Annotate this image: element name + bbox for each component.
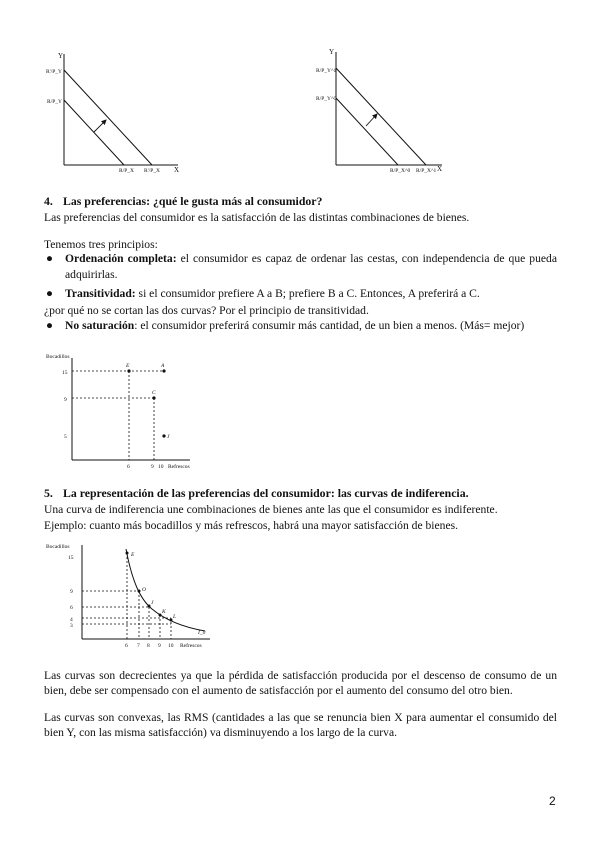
x-axis-label: Refrescos — [168, 464, 190, 470]
y-axis-label: Bocadillos — [46, 544, 70, 550]
x-tick-10: 10 — [158, 464, 164, 470]
figure-budget-income-shift — [40, 44, 200, 180]
x-axis-label: X — [174, 166, 180, 174]
label-o: O — [142, 587, 146, 593]
budget-line-outer — [336, 68, 426, 165]
figure-indifference-curve — [40, 537, 220, 653]
principle-1-title: Ordenación completa: — [65, 252, 177, 265]
y-tick-9: 9 — [70, 589, 73, 595]
label-k: K — [162, 609, 166, 615]
x-tick-9: 9 — [158, 643, 161, 649]
point-c — [152, 396, 155, 399]
label-e: E — [126, 363, 130, 369]
section-4-number: 4. — [44, 194, 53, 208]
y-tick-6: 6 — [70, 605, 73, 611]
bullet-transitividad — [44, 286, 557, 302]
principle-2-title: Transitividad: — [65, 287, 136, 300]
y-tick-4: 4 — [70, 617, 73, 623]
bullet-dot: ● — [46, 319, 54, 332]
y-axis-label: Y — [58, 52, 64, 60]
x-tick-8: 8 — [147, 643, 150, 649]
budget-line-inner — [336, 98, 398, 165]
indifference-curve — [126, 549, 205, 631]
intercept-y-inner: R/P_Y^0 — [316, 96, 337, 102]
section-4-heading — [44, 194, 322, 209]
principle-2-text: si el consumidor prefiere A a B; prefiere B a C. Entonces, A preferirá a C. — [135, 287, 480, 300]
y-tick-15: 15 — [68, 555, 74, 561]
section-5-number: 5. — [44, 486, 53, 500]
label-e: E — [131, 552, 135, 558]
principle-3-text: : el consumidor preferirá consumir más cantidad, de un bien a menos. (Más= mejor) — [134, 319, 525, 332]
label-j: J — [167, 434, 170, 440]
bullet-dot: ● — [46, 252, 54, 265]
figure-baskets — [40, 348, 210, 474]
section-5-line-2: Ejemplo: cuanto más bocadillos y más refrescos, habrá una mayor satisfacción de bienes. — [44, 519, 459, 532]
x-axis-label: Refrescos — [180, 643, 202, 649]
paragraph-decreasing: Las curvas son decrecientes ya que la pérdida de satisfacción producida por el descenso de consumo de un bien, debe ser compensado con el aumento de satisfacción por el aumento del consumo del otro bien. — [44, 669, 557, 697]
intercept-x-inner: R/P_X — [119, 168, 134, 174]
point-e — [127, 369, 130, 372]
bullet-no-saturacion — [44, 318, 557, 334]
bullet-ordenacion — [44, 251, 557, 283]
section-4-title: Las preferencias: ¿qué le gusta más al consumidor? — [63, 194, 323, 208]
section-5-heading — [44, 486, 469, 501]
figure-budget-price-shift — [310, 40, 460, 180]
x-tick-7: 7 — [137, 643, 140, 649]
section-5-title: La representación de las preferencias del consumidor: las curvas de indiferencia. — [63, 486, 469, 500]
bullet-dot: ● — [46, 287, 54, 300]
section-5-line-1: Una curva de indiferencia une combinaciones de bienes ante las que el consumidor es indiferente. — [44, 503, 498, 516]
principle-3-title: No saturación — [65, 319, 135, 332]
label-j: J — [151, 600, 154, 606]
budget-line-inner — [64, 100, 124, 165]
y-tick-9: 9 — [64, 397, 67, 403]
x-axis-label: X — [437, 165, 443, 173]
intercept-y-outer: R'/P_Y — [46, 69, 62, 75]
y-axis-label: Y — [329, 48, 335, 56]
intercept-y-inner: R/P_Y — [47, 99, 62, 105]
budget-line-outer — [64, 70, 152, 165]
intercept-x-inner: R/P_X^0 — [390, 168, 411, 174]
principle-1-text: el consumidor es capaz de ordenar las cestas, con independencia de que pueda adquirirlas. — [65, 252, 557, 281]
y-tick-5: 5 — [64, 434, 67, 440]
x-tick-9: 9 — [151, 464, 154, 470]
paragraph-convex: Las curvas son convexas, las RMS (cantidades a las que se renuncia bien X para aumentar el consumido del bien Y, con las misma satisfacción) va disminuyendo a los largo de la curva. — [44, 711, 557, 739]
shift-arrow — [366, 114, 377, 126]
y-tick-15: 15 — [62, 370, 68, 376]
y-tick-3: 3 — [70, 623, 73, 629]
label-l: L — [173, 614, 177, 620]
x-tick-6: 6 — [127, 464, 130, 470]
point-o — [138, 590, 141, 593]
y-axis-label: Bocadillos — [46, 354, 70, 360]
intercept-x-outer: R'/P_X — [144, 168, 160, 174]
transitivity-question: ¿por qué no se cortan las dos curvas? Por el principio de transitividad. — [44, 304, 369, 317]
section-4-intro: Las preferencias del consumidor es la satisfacción de las distintas combinaciones de bienes. — [44, 211, 470, 224]
x-tick-6: 6 — [125, 643, 128, 649]
label-c: C — [152, 390, 156, 396]
curve-label: I_0 — [198, 630, 206, 636]
point-e — [126, 552, 129, 555]
x-tick-10: 10 — [168, 643, 174, 649]
label-a: A — [161, 363, 165, 369]
intercept-y-outer: R/P_Y^1 — [316, 68, 337, 74]
point-j — [162, 434, 165, 437]
point-a — [162, 369, 165, 372]
principles-intro: Tenemos tres principios: — [44, 238, 158, 251]
page-number: 2 — [549, 794, 556, 808]
shift-arrow — [94, 120, 106, 132]
intercept-x-outer: R/P_X^1 — [416, 168, 437, 174]
